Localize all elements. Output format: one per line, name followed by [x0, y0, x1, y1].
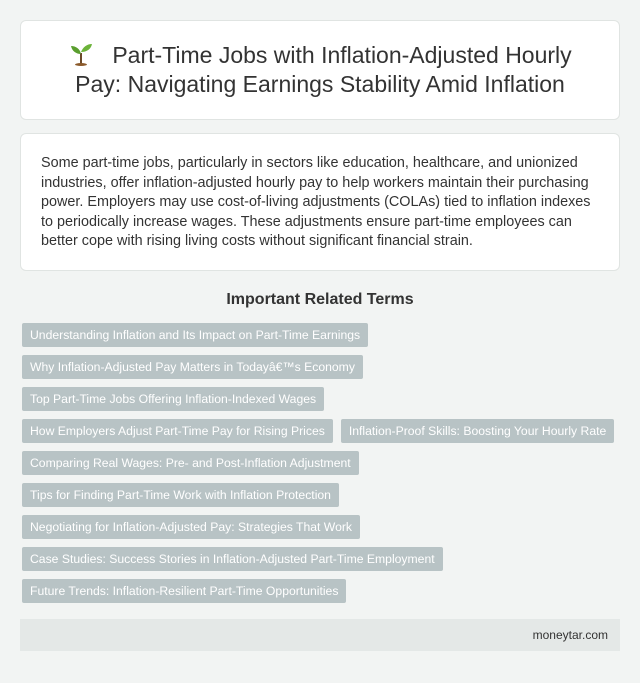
site-link[interactable]: moneytar.com	[532, 628, 608, 642]
page-title-text: Part-Time Jobs with Inflation-Adjusted Hourly Pay: Navigating Earnings Stability Amid Inflation	[75, 42, 572, 97]
related-terms-heading: Important Related Terms	[226, 291, 414, 308]
related-term-tag[interactable]: Comparing Real Wages: Pre- and Post-Inflation Adjustment	[22, 451, 359, 475]
page-title	[45, 41, 595, 99]
related-term-tag[interactable]: Why Inflation-Adjusted Pay Matters in Todayâ€™s Economy	[22, 355, 363, 379]
related-term-tag[interactable]: Negotiating for Inflation-Adjusted Pay: Strategies That Work	[22, 515, 360, 539]
related-term-tag[interactable]: Future Trends: Inflation-Resilient Part-Time Opportunities	[22, 579, 346, 603]
title-card	[20, 20, 620, 120]
related-term-tag[interactable]: Understanding Inflation and Its Impact on Part-Time Earnings	[22, 323, 368, 347]
related-term-tag[interactable]: How Employers Adjust Part-Time Pay for Rising Prices	[22, 419, 333, 443]
footer	[20, 619, 620, 651]
related-term-tag[interactable]: Top Part-Time Jobs Offering Inflation-Indexed Wages	[22, 387, 324, 411]
intro-card	[20, 133, 620, 271]
related-terms-list	[22, 323, 622, 611]
intro-paragraph: Some part-time jobs, particularly in sectors like education, healthcare, and unionized industries, offer inflation-adjusted hourly pay to help workers maintain their purchasing power. Employers may use cost-of-living adjustments (COLAs) tied to inflation indexes to periodically increase wages. These adjustments ensure part-time employees can better cope with rising living costs without significant financial strain.	[41, 155, 591, 249]
sprout-icon	[68, 42, 94, 66]
related-term-tag[interactable]: Case Studies: Success Stories in Inflation-Adjusted Part-Time Employment	[22, 547, 443, 571]
related-term-tag[interactable]: Tips for Finding Part-Time Work with Inflation Protection	[22, 483, 339, 507]
related-term-tag[interactable]: Inflation-Proof Skills: Boosting Your Hourly Rate	[341, 419, 614, 443]
